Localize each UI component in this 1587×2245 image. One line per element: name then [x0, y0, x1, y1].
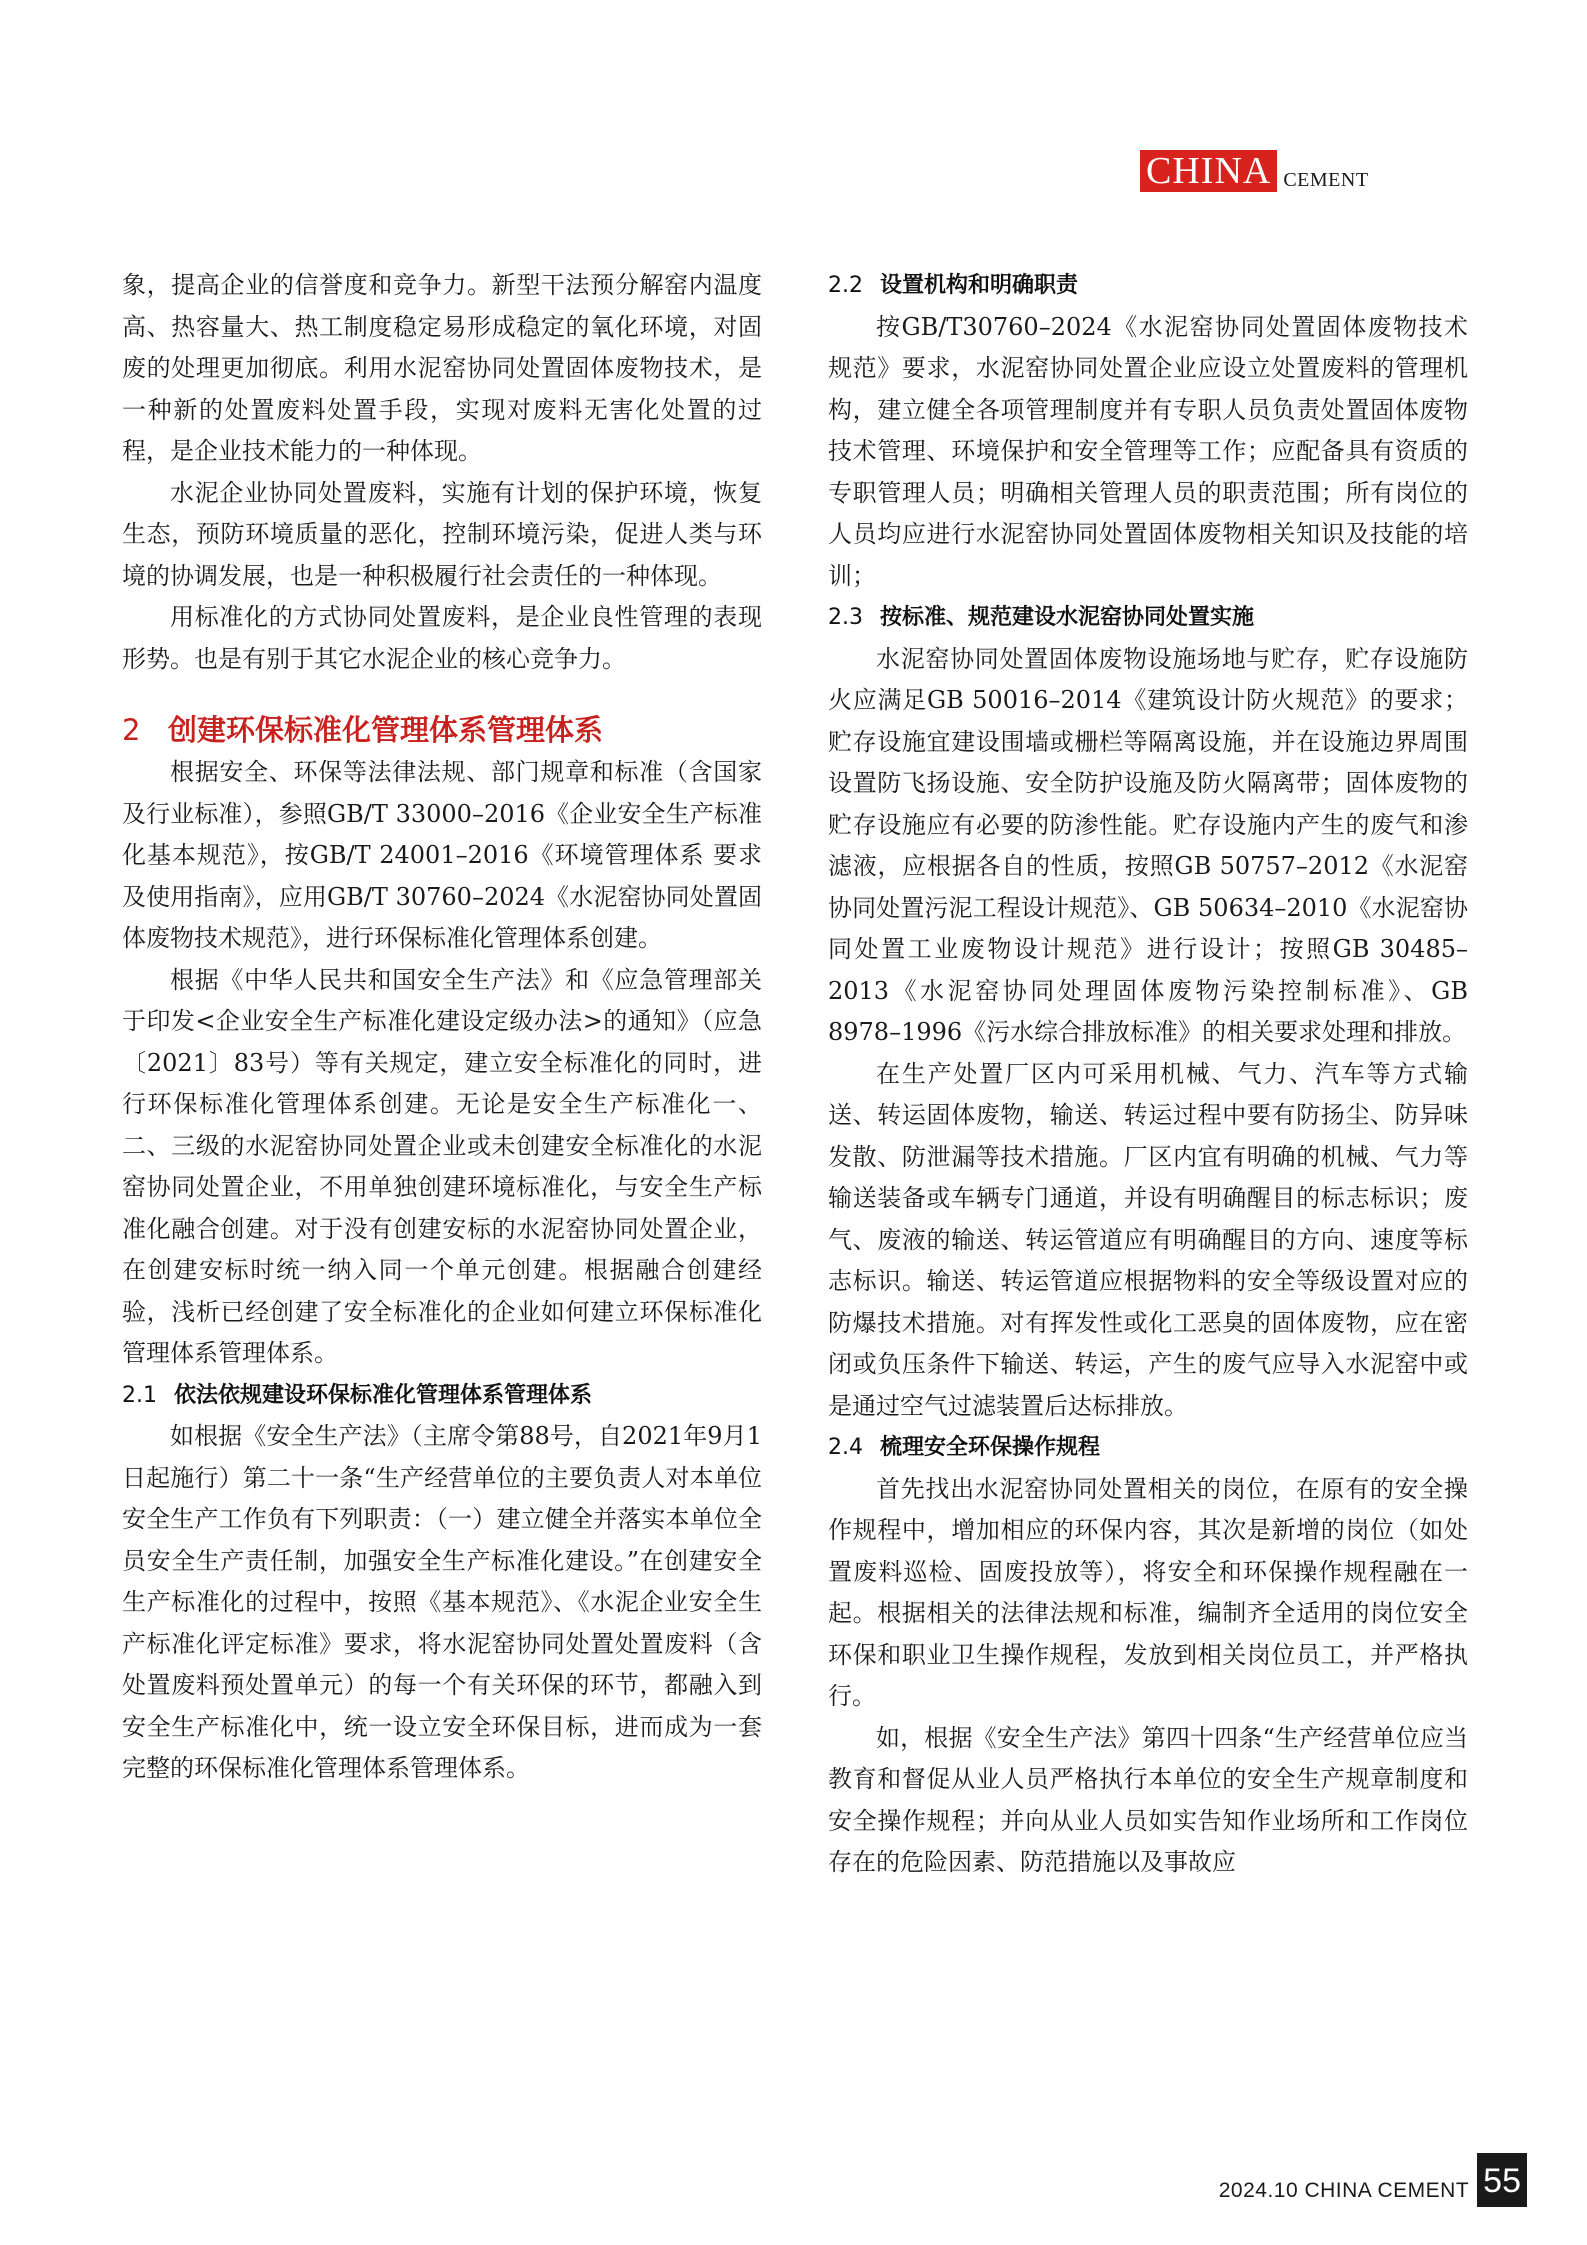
subsection-heading: [828, 1427, 1468, 1469]
subsection-number: 2.3: [828, 605, 863, 630]
paragraph: 按GB/T30760–2024《水泥窑协同处置固体废物技术规范》要求，水泥窑协同处置企业应设立处置废料的管理机构，建立健全各项管理制度并有专职人员负责处置固体废物技术管理、环境保护和安全管理等工作；应配备具有资质的专职管理人员；明确相关管理人员的职责范围；所有岗位的人员均应进行水泥窑协同处置固体废物相关知识及技能的培训；: [828, 312, 1468, 590]
subsection-heading: [122, 1375, 762, 1417]
paragraph: 如，根据《安全生产法》第四十四条“生产经营单位应当教育和督促从业人员严格执行本单位的安全生产规章制度和安全操作规程；并向从业人员如实告知作业场所和工作岗位存在的危险因素、防范措施以及事故应: [828, 1723, 1468, 1876]
subsection-title: 按标准、规范建设水泥窑协同处置实施: [880, 605, 1255, 630]
paragraph: 根据安全、环保等法律法规、部门规章和标准（含国家及行业标准），参照GB/T 33000–2016《企业安全生产标准化基本规范》，按GB/T 24001–2016《环境管理体系 要求及使用指南》，应用GB/T 30760–2024《水泥窑协同处置固体废物技术规范》，进行环保标准化管理体系创建。: [122, 758, 762, 952]
paragraph: 如根据《安全生产法》（主席令第88号，自2021年9月1日起施行）第二十一条“生产经营单位的主要负责人对本单位安全生产工作负有下列职责：（一）建立健全并落实本单位全员安全生产责任制，加强安全生产标准化建设。”在创建安全生产标准化的过程中，按照《基本规范》、《水泥企业安全生产标准化评定标准》要求，将水泥窑协同处置处置废料（含处置废料预处置单元）的每一个有关环保的环节，都融入到安全生产标准化中，统一设立安全环保目标，进而成为一套完整的环保标准化管理体系管理体系。: [122, 1422, 762, 1782]
subsection-title: 设置机构和明确职责: [880, 273, 1079, 298]
paragraph: 首先找出水泥窑协同处置相关的岗位，在原有的安全操作规程中，增加相应的环保内容，其次是新增的岗位（如处置废料巡检、固废投放等），将安全和环保操作规程融在一起。根据相关的法律法规和标准，编制齐全适用的岗位安全环保和职业卫生操作规程，发放到相关岗位员工，并严格执行。: [828, 1474, 1468, 1710]
page-footer: [1219, 2153, 1527, 2207]
subsection-number: 2.2: [828, 273, 863, 298]
left-column: [122, 265, 762, 1790]
journal-logo: [1140, 150, 1369, 192]
paragraph: 根据《中华人民共和国安全生产法》和《应急管理部关于印发<企业安全生产标准化建设定级办法>的通知》（应急〔2021〕83号）等有关规定，建立安全标准化的同时，进行环保标准化管理体系创建。无论是安全生产标准化一、二、三级的水泥窑协同处置企业或未创建安全标准化的水泥窑协同处置企业，不用单独创建环境标准化，与安全生产标准化融合创建。对于没有创建安标的水泥窑协同处置企业，在创建安标时统一纳入同一个单元创建。根据融合创建经验，浅析已经创建了安全标准化的企业如何建立环保标准化管理体系管理体系。: [122, 965, 762, 1367]
right-column: [828, 265, 1468, 1884]
logo-china: CHINA: [1140, 150, 1277, 192]
logo-cement: CEMENT: [1283, 169, 1369, 191]
page-number: 55: [1477, 2153, 1527, 2207]
subsection-heading: [828, 597, 1468, 639]
paragraph: 水泥窑协同处置固体废物设施场地与贮存，贮存设施防火应满足GB 50016–2014《建筑设计防火规范》的要求；贮存设施宜建设围墙或栅栏等隔离设施，并在设施边界周围设置防飞扬设施、安全防护设施及防火隔离带；固体废物的贮存设施应有必要的防渗性能。贮存设施内产生的废气和渗滤液，应根据各自的性质，按照GB 50757–2012《水泥窑协同处置污泥工程设计规范》、GB 50634–2010《水泥窑协同处置工业废物设计规范》进行设计；按照GB 30485–2013《水泥窑协同处理固体废物污染控制标准》、GB 8978–1996《污水综合排放标准》的相关要求处理和排放。: [828, 644, 1468, 1046]
issue-label: 2024.10 CHINA CEMENT: [1218, 2179, 1470, 2202]
subsection-title: 依法依规建设环保标准化管理体系管理体系: [174, 1382, 593, 1408]
paragraph: 象，提高企业的信誉度和竞争力。新型干法预分解窑内温度高、热容量大、热工制度稳定易形成稳定的氧化环境，对固废的处理更加彻底。利用水泥窑协同处置固体废物技术，是一种新的处置废料处置手段，实现对废料无害化处置的过程，是企业技术能力的一种体现。: [122, 271, 762, 465]
section-title: 创建环保标准化管理体系管理体系: [168, 713, 604, 747]
paragraph: 水泥企业协同处置废料，实施有计划的保护环境，恢复生态，预防环境质量的恶化，控制环境污染，促进人类与环境的协调发展，也是一种积极履行社会责任的一种体现。: [122, 478, 762, 590]
subsection-title: 梳理安全环保操作规程: [880, 1435, 1101, 1460]
paragraph: 在生产处置厂区内可采用机械、气力、汽车等方式输送、转运固体废物，输送、转运过程中要有防扬尘、防异味发散、防泄漏等技术措施。厂区内宜有明确的机械、气力等输送装备或车辆专门通道，并设有明确醒目的标志标识；废气、废液的输送、转运管道应有明确醒目的方向、速度等标志标识。输送、转运管道应根据物料的安全等级设置对应的防爆技术措施。对有挥发性或化工恶臭的固体废物，应在密闭或负压条件下输送、转运，产生的废气应导入水泥窑中或是通过空气过滤装置后达标排放。: [828, 1059, 1468, 1420]
paragraph: 用标准化的方式协同处置废料，是企业良性管理的表现形势。也是有别于其它水泥企业的核心竞争力。: [122, 603, 762, 673]
subsection-heading: [828, 265, 1468, 307]
section-number: 2: [122, 713, 141, 747]
section-heading: [122, 710, 762, 750]
subsection-number: 2.4: [828, 1435, 863, 1460]
subsection-number: 2.1: [122, 1382, 157, 1408]
